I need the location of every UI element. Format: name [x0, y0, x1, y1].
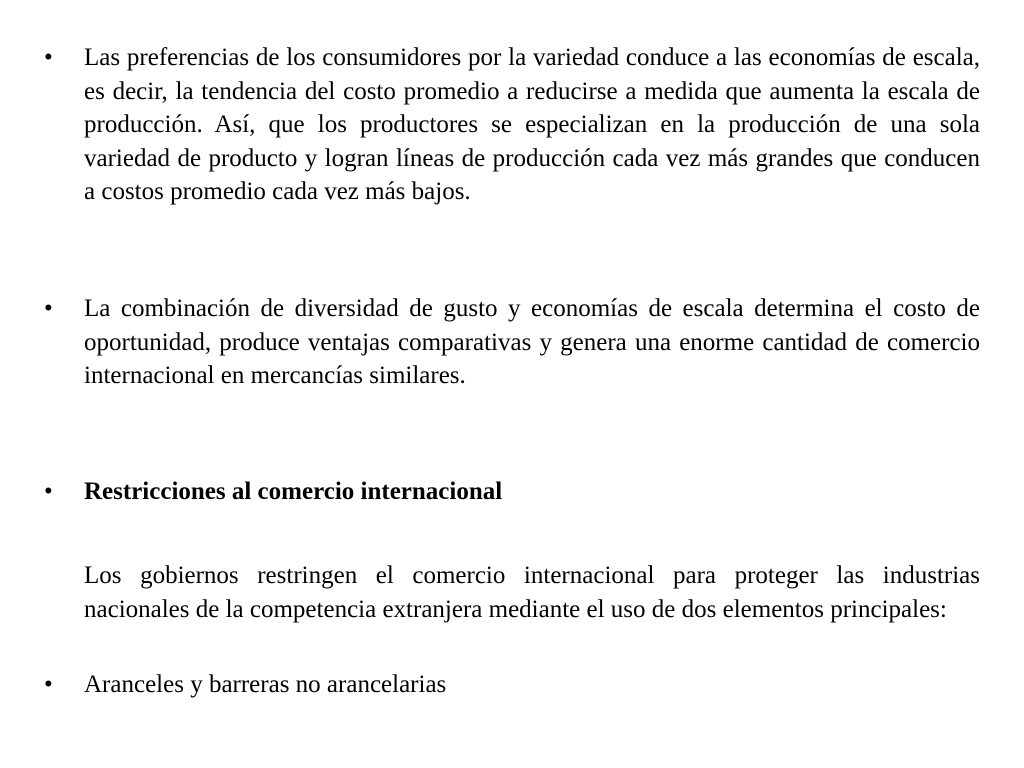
bullet-marker: • [44, 295, 53, 322]
section-heading-trade-restrictions: Restricciones al comercio internacional [84, 478, 503, 505]
bullet-marker: • [44, 44, 53, 71]
paragraph-government-restrictions: Los gobiernos restringen el comercio internacional para proteger las industrias nacionales de la competencia extranjera mediante el uso de dos elementos principales: [84, 562, 980, 623]
bullet-marker: • [44, 671, 53, 698]
paragraph-diversity-and-scale: La combinación de diversidad de gusto y economías de escala determina el costo de oportunidad, produce ventajas comparativas y genera una enorme cantidad de comercio internacional en mercancías similares. [84, 295, 980, 389]
paragraph-economies-of-scale: Las preferencias de los consumidores por la variedad conduce a las economías de escala, es decir, la tendencia del costo promedio a reducirse a medida que aumenta la escala de producción. Así, que los productores se especializan en la producción de una sola variedad de producto y logran líneas de producción cada vez más grandes que conducen a costos promedio cada vez más bajos. [84, 44, 980, 205]
bullet-marker: • [44, 478, 53, 505]
list-item-tariffs-and-barriers: Aranceles y barreras no arancelarias [84, 671, 447, 698]
